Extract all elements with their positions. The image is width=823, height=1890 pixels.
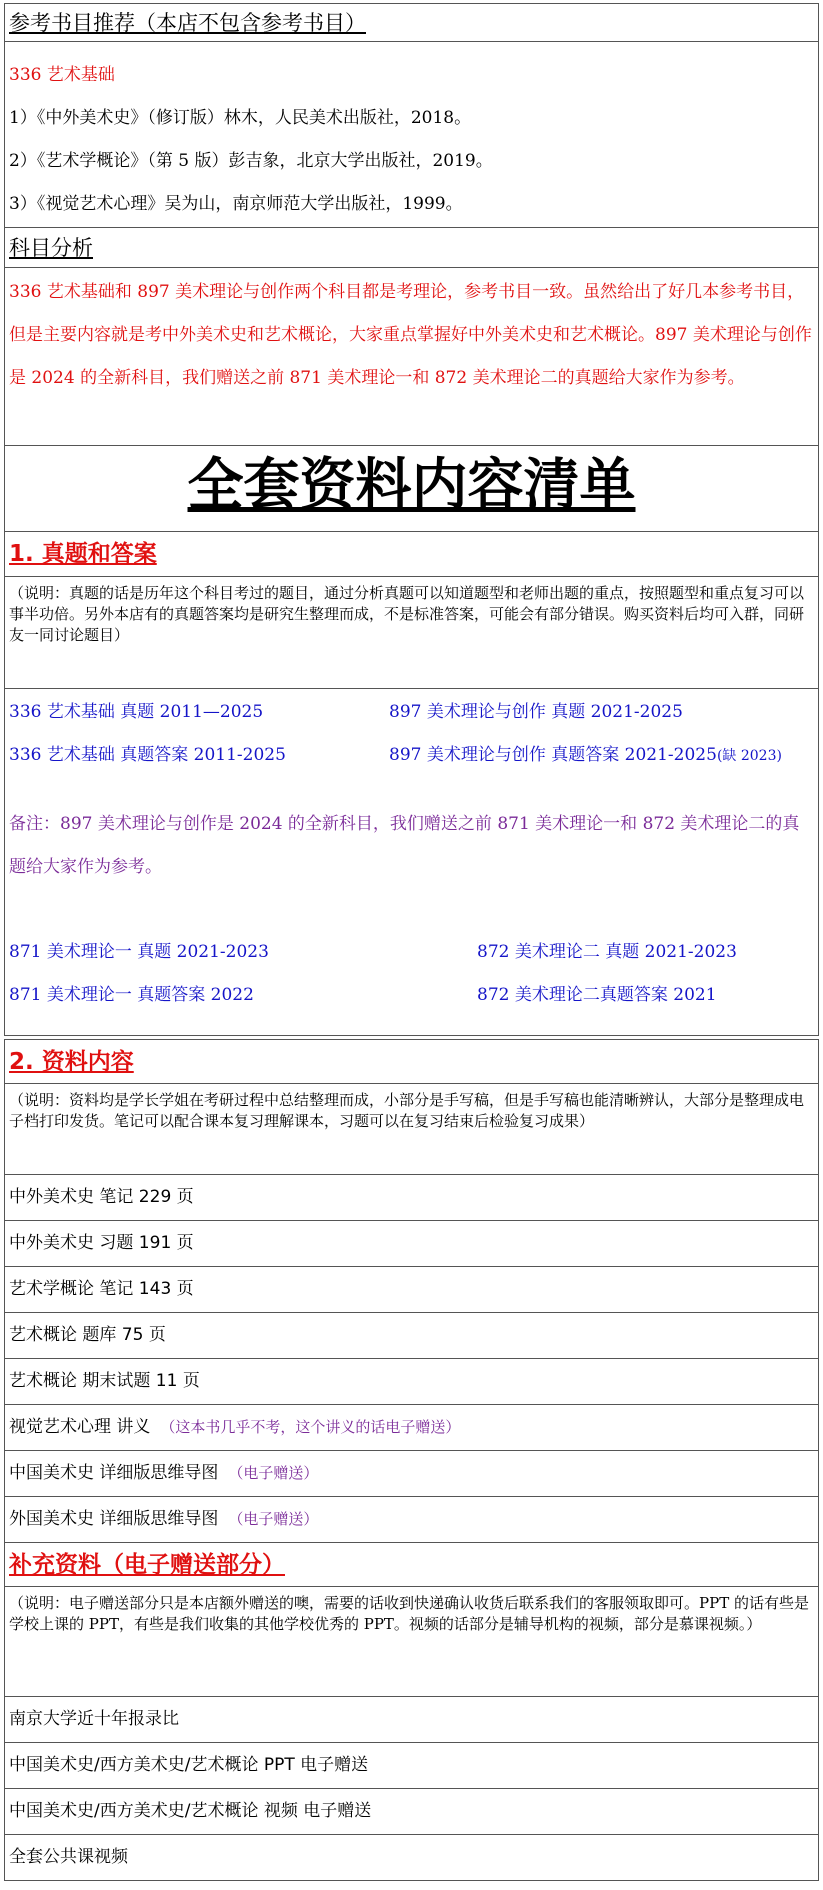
sec2-title-cell — [4, 1039, 819, 1083]
sec3-title-cell — [4, 1542, 819, 1586]
sec2-item — [9, 1359, 814, 1404]
ref-subject: 336 艺术基础 — [9, 65, 115, 85]
sec2-item-5-cell — [4, 1358, 819, 1404]
sec2-item-text: 艺术概论 题库 75 页 — [9, 1325, 166, 1345]
analysis-header: 科目分析 — [9, 236, 93, 260]
ref-books-cell — [4, 41, 819, 227]
sec1-row-4 — [9, 974, 814, 1017]
sec2-item-text: 中国美术史 详细版思维导图 — [9, 1463, 219, 1483]
sec3-item-4-cell — [4, 1834, 819, 1881]
sec3-item: 南京大学近十年报录比 — [9, 1709, 179, 1729]
sec1-row-2-left: 336 艺术基础 真题答案 2011-2025 — [9, 745, 286, 765]
sec2-item — [9, 1451, 814, 1496]
sec2-item — [9, 1405, 814, 1450]
sec2-item-text: 艺术概论 期末试题 11 页 — [9, 1371, 200, 1391]
analysis-header-cell — [4, 227, 819, 267]
sec1-row-1-right: 897 美术理论与创作 真题 2021-2025 — [389, 702, 683, 722]
spacer — [9, 777, 814, 803]
sec2-item-sub: （电子赠送） — [228, 1510, 319, 1528]
sec2-item-text: 中外美术史 笔记 229 页 — [9, 1187, 194, 1207]
sec2-item-4-cell — [4, 1312, 819, 1358]
analysis-cell — [4, 267, 819, 445]
sec2-item — [9, 1497, 814, 1542]
sec3-title: 补充资料（电子赠送部分） — [9, 1552, 285, 1578]
sec1-row-2 — [9, 734, 814, 777]
sec2-note-cell — [4, 1083, 819, 1174]
sec2-note: （说明：资料均是学长学姐在考研过程中总结整理而成，小部分是手写稿，但是手写稿也能清晰辨认，大部分是整理成电子档打印发货。笔记可以配合课本复习理解课本，习题可以在复习结束后检验复习成果） — [9, 1091, 805, 1130]
sec2-item-sub: （电子赠送） — [228, 1464, 319, 1482]
sec3-item: 中国美术史/西方美术史/艺术概论 PPT 电子赠送 — [9, 1755, 369, 1775]
sec1-row-2-right-text: 897 美术理论与创作 真题答案 2021-2025 — [389, 745, 717, 765]
sec3-item-3-cell — [4, 1788, 819, 1834]
ref-book-3: 3）《视觉艺术心理》吴为山，南京师范大学出版社，1999。 — [9, 194, 463, 214]
sec1-row-3 — [9, 931, 814, 974]
sec1-row-2-right — [389, 734, 782, 777]
sec1-row-1 — [9, 691, 814, 734]
sec2-item-text: 中外美术史 习题 191 页 — [9, 1233, 194, 1253]
ref-books-header: 参考书目推荐（本店不包含参考书目） — [9, 11, 366, 35]
sec3-item-2-cell — [4, 1742, 819, 1788]
sec3-item-1-cell — [4, 1696, 819, 1742]
sec2-item-text: 视觉艺术心理 讲义 — [9, 1417, 151, 1437]
sec1-row-2-missing: (缺 2023) — [716, 748, 782, 764]
sec1-row-3-right: 872 美术理论二 真题 2021-2023 — [477, 942, 737, 962]
sec3-item: 中国美术史/西方美术史/艺术概论 视频 电子赠送 — [9, 1801, 372, 1821]
sec2-item-6-cell — [4, 1404, 819, 1450]
sec2-item — [9, 1221, 814, 1266]
sec2-item-2-cell — [4, 1220, 819, 1266]
analysis-text: 336 艺术基础和 897 美术理论与创作两个科目都是考理论，参考书目一致。虽然给出了好几本参考书目，但是主要内容就是考中外美术史和艺术概论，大家重点掌握好中外美术史和艺术概论。897 美术理论与创作是 2024 的全新科目，我们赠送之前 871 美术理论一和 872 美术理论二的真题给大家作为参考。 — [9, 282, 812, 388]
spacer — [9, 889, 814, 931]
sec3-item: 全套公共课视频 — [9, 1847, 128, 1867]
sec1-content-cell — [4, 688, 819, 1036]
sec1-remark: 备注：897 美术理论与创作是 2024 的全新科目，我们赠送之前 871 美术理论一和 872 美术理论二的真题给大家作为参考。 — [9, 814, 800, 877]
sec2-item-7-cell — [4, 1450, 819, 1496]
sec2-item — [9, 1267, 814, 1312]
ref-book-2: 2）《艺术学概论》（第 5 版）彭吉象，北京大学出版社，2019。 — [9, 151, 493, 171]
sec3-note: （说明：电子赠送部分只是本店额外赠送的噢，需要的话收到快递确认收货后联系我们的客服领取即可。PPT 的话有些是学校上课的 PPT，有些是我们收集的其他学校优秀的 PPT。视频的话部分是辅导机构的视频，部分是慕课视频。） — [9, 1594, 809, 1633]
sec1-row-3-left: 871 美术理论一 真题 2021-2023 — [9, 942, 269, 962]
sec2-item-text: 艺术学概论 笔记 143 页 — [9, 1279, 194, 1299]
sec3-note-cell — [4, 1586, 819, 1696]
sec1-note-cell — [4, 576, 819, 688]
sec2-item — [9, 1175, 814, 1220]
sec2-item-sub: （这本书几乎不考，这个讲义的话电子赠送） — [160, 1418, 461, 1436]
sec1-title: 1. 真题和答案 — [9, 541, 157, 567]
document-page — [4, 3, 819, 1881]
sec2-item-3-cell — [4, 1266, 819, 1312]
ref-book-1: 1）《中外美术史》（修订版）林木，人民美术出版社，2018。 — [9, 108, 472, 128]
sec2-item-text: 外国美术史 详细版思维导图 — [9, 1509, 219, 1529]
sec1-row-4-right: 872 美术理论二真题答案 2021 — [477, 985, 717, 1005]
sec2-item-8-cell — [4, 1496, 819, 1542]
ref-books-header-cell — [4, 3, 819, 41]
sec2-item-1-cell — [4, 1174, 819, 1220]
sec1-row-4-left: 871 美术理论一 真题答案 2022 — [9, 985, 254, 1005]
sec2-item — [9, 1313, 814, 1358]
sec2-title: 2. 资料内容 — [9, 1049, 134, 1075]
sec1-row-1-left: 336 艺术基础 真题 2011—2025 — [9, 702, 264, 722]
sec1-note: （说明：真题的话是历年这个科目考过的题目，通过分析真题可以知道题型和老师出题的重点，按照题型和重点复习可以事半功倍。另外本店有的真题答案均是研究生整理而成，不是标准答案，可能会有部分错误。购买资料后均可入群，同研友一同讨论题目） — [9, 584, 805, 644]
list-title: 全套资料内容清单 — [187, 453, 636, 518]
list-title-cell — [4, 445, 819, 531]
sec1-title-cell — [4, 531, 819, 576]
